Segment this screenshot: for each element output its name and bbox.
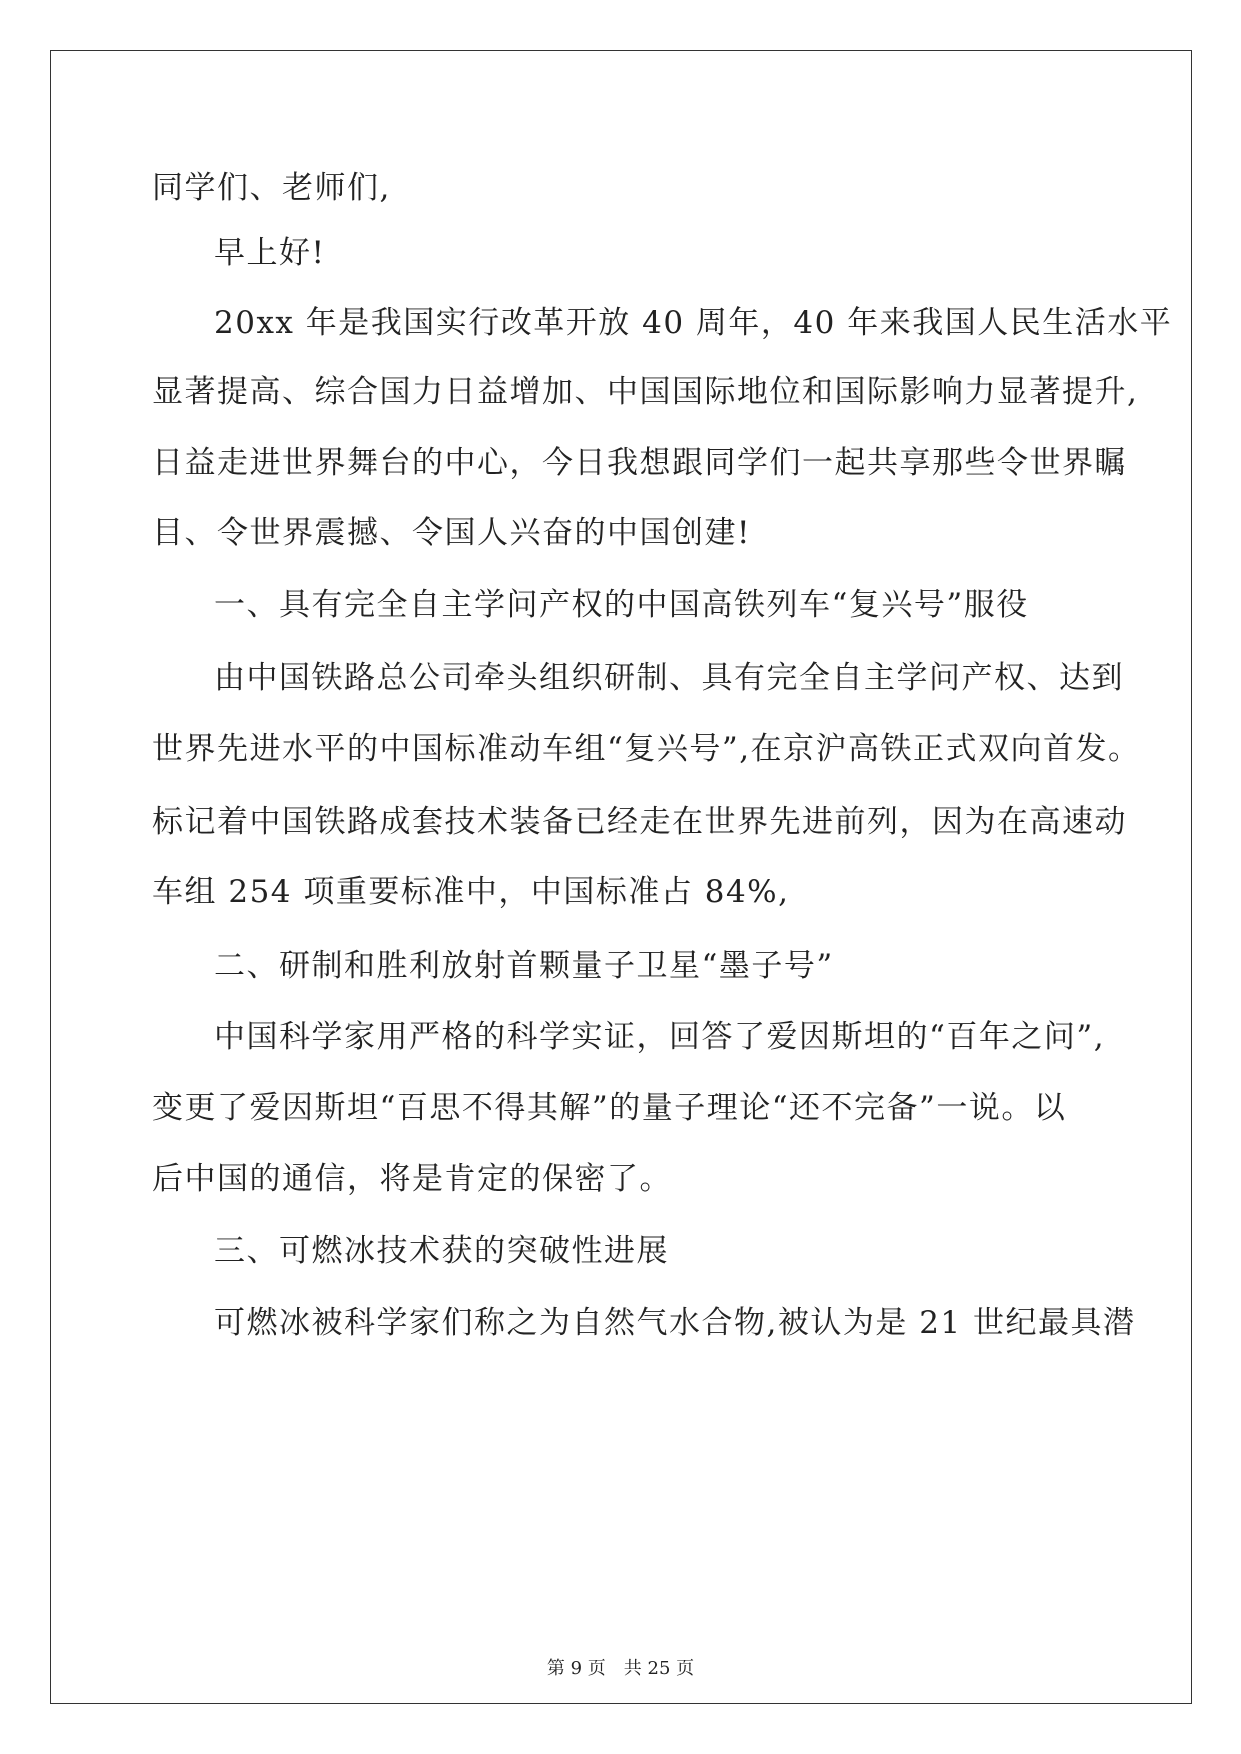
text-line: 后中国的通信，将是肯定的保密了。	[152, 1161, 672, 1197]
text-line: 车组 254 项重要标准中，中国标准占 84%,	[152, 874, 790, 910]
text-line: 同学们、老师们,	[152, 170, 391, 206]
text-line: 变更了爱因斯坦“百思不得其解”的量子理论“还不完备”一说。以	[152, 1090, 1067, 1126]
text-line: 中国科学家用严格的科学实证，回答了爱因斯坦的“百年之问”,	[214, 1019, 1106, 1055]
text-line: 世界先进水平的中国标准动车组“复兴号”,在京沪高铁正式双向首发。	[152, 731, 1141, 767]
text-line: 日益走进世界舞台的中心，今日我想跟同学们一起共享那些令世界瞩	[152, 445, 1127, 481]
page-number-footer: 第 9 页 共 25 页	[546, 1658, 695, 1679]
text-line: 由中国铁路总公司牵头组织研制、具有完全自主学问产权、达到	[214, 660, 1124, 696]
text-line: 早上好!	[214, 235, 326, 271]
text-line: 显著提高、综合国力日益增加、中国国际地位和国际影响力显著提升,	[152, 374, 1139, 410]
text-line: 20xx 年是我国实行改革开放 40 周年，40 年来我国人民生活水平	[214, 305, 1173, 341]
text-line: 标记着中国铁路成套技术装备已经走在世界先进前列，因为在高速动	[152, 804, 1127, 840]
text-line: 三、可燃冰技术获的突破性进展	[214, 1233, 669, 1269]
text-line: 目、令世界震撼、令国人兴奋的中国创建!	[152, 515, 751, 551]
text-line: 二、研制和胜利放射首颗量子卫星“墨子号”	[214, 948, 834, 984]
text-line: 可燃冰被科学家们称之为自然气水合物,被认为是 21 世纪最具潜	[214, 1305, 1136, 1341]
text-line: 一、具有完全自主学问产权的中国高铁列车“复兴号”服役	[214, 587, 1029, 623]
